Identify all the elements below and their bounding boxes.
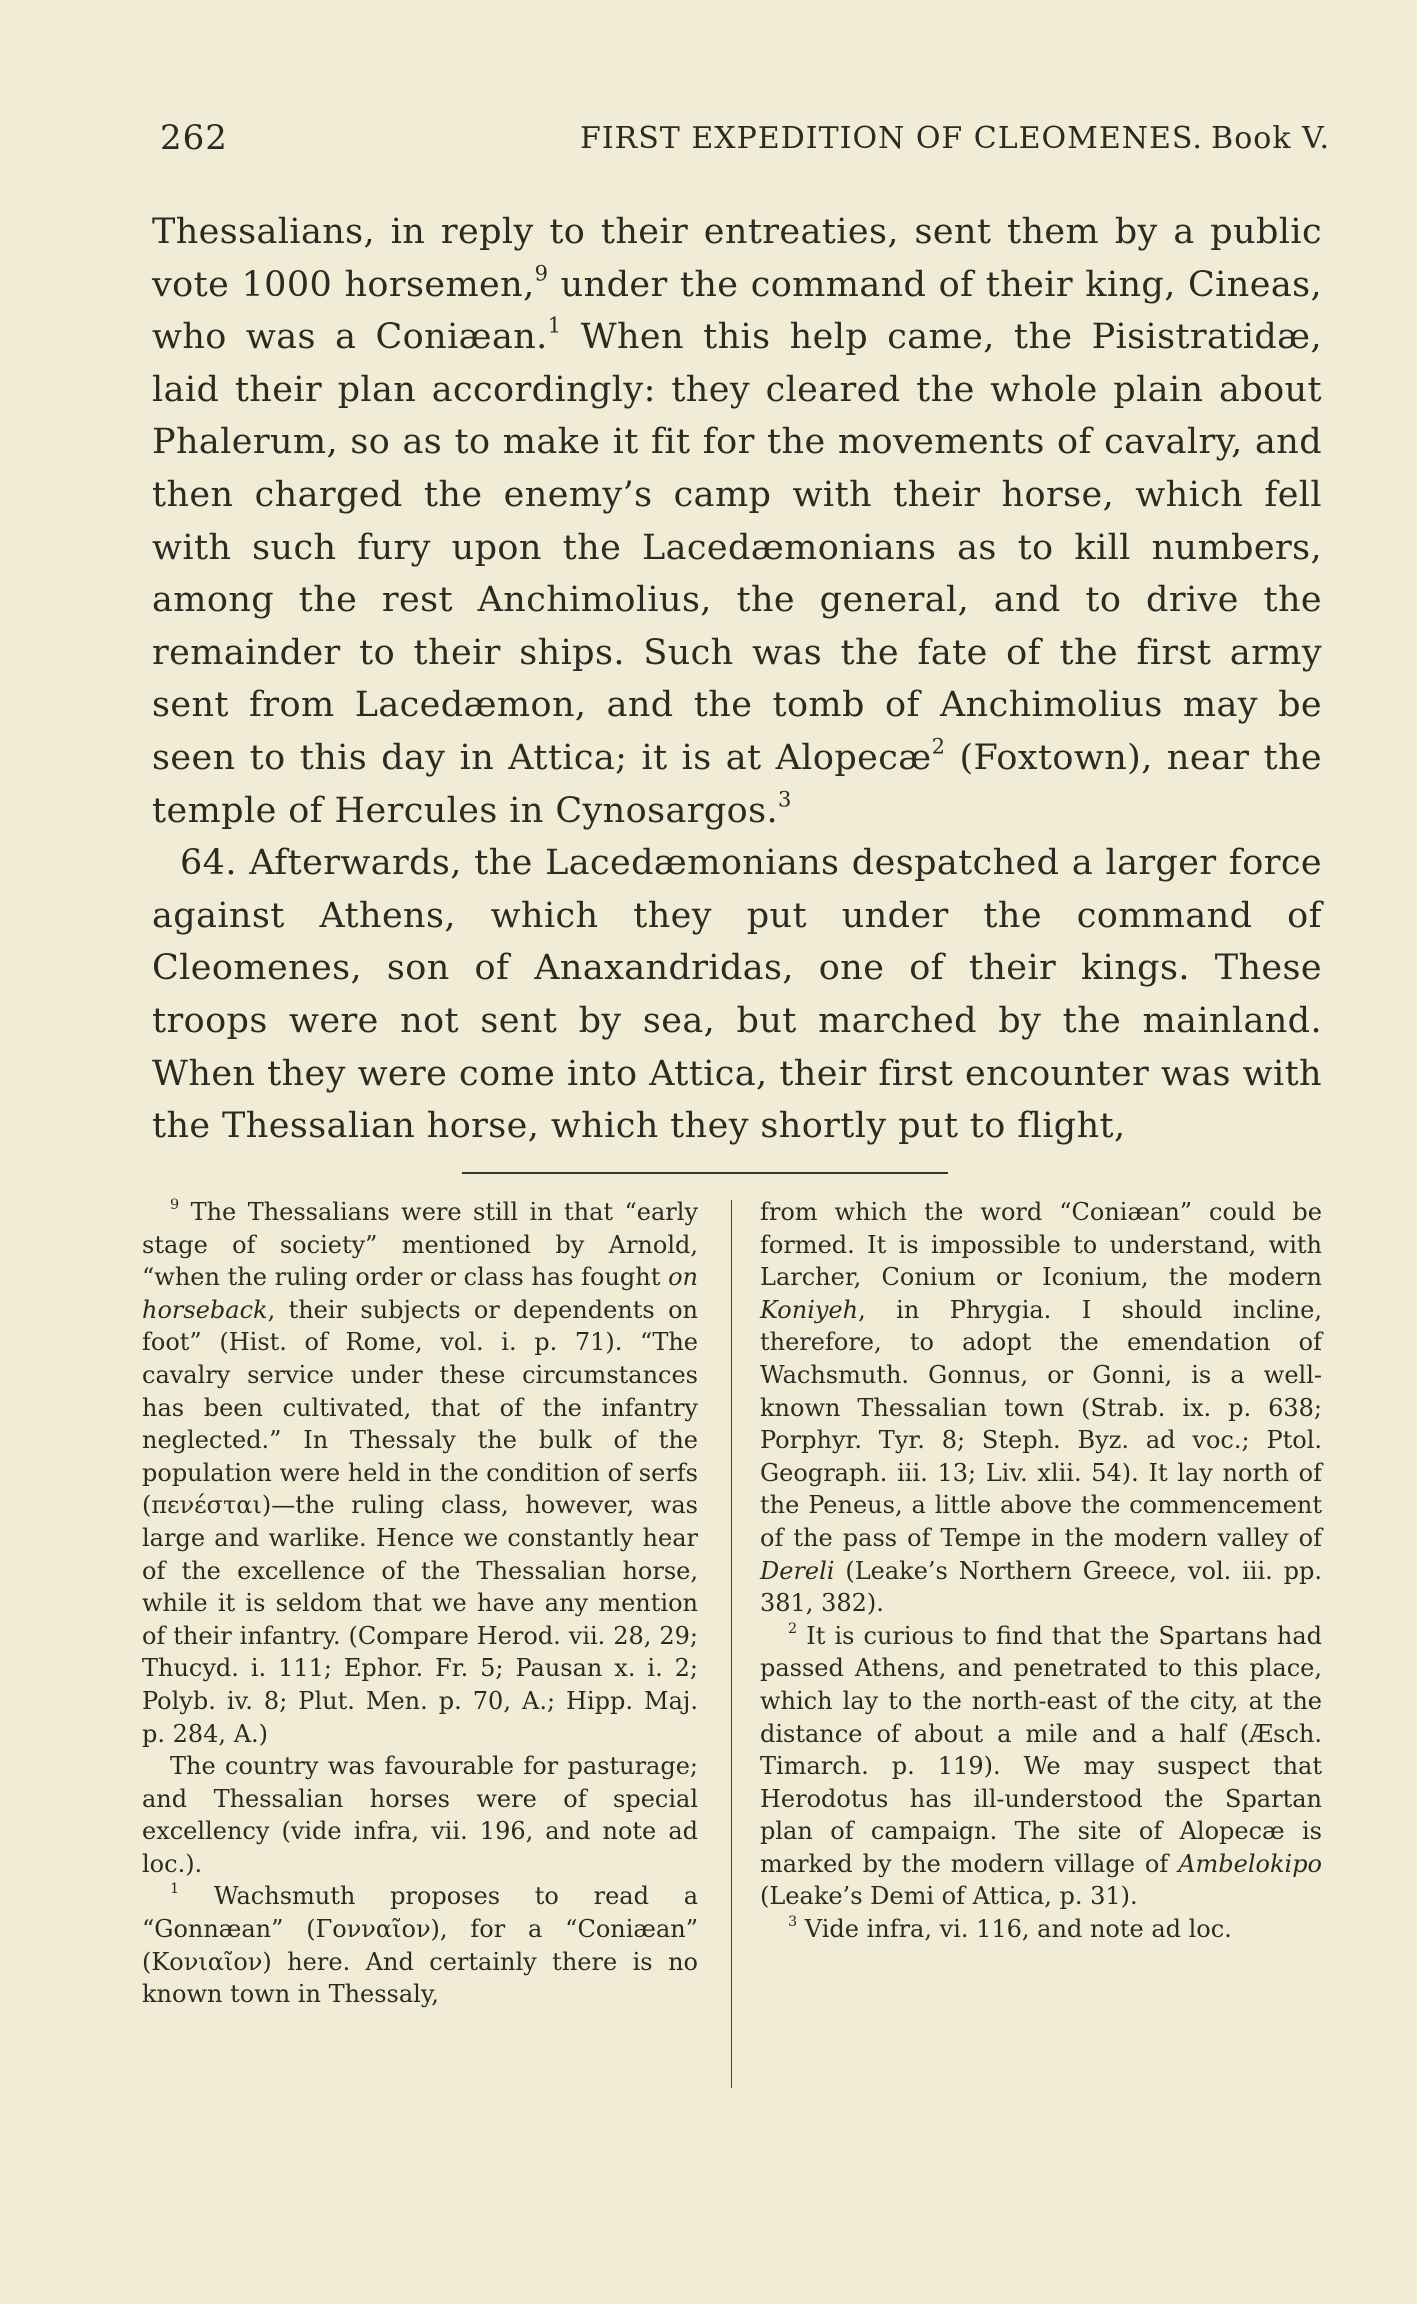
text-run: The Thessalians were still in that “early stage of society” mentioned by Arnold, “when the ruling order or class has fought bbox=[142, 1198, 698, 1292]
text-run: 64. Afterwards, the Lacedæmonians despatched a larger force against Athens, which they put under the command of Cleomenes, son of Anaxandridas, one of their kings. These troops were not sent by sea, but marched by the mainland. When they were come into Attica, their first encounter was with the Thessalian horse, which they shortly put to flight, bbox=[152, 843, 1322, 1147]
main-text bbox=[152, 206, 1322, 1153]
text-run: (Leake’s Northern Greece, vol. iii. pp. 381, 382). bbox=[760, 1556, 1322, 1618]
footnote-ref-3: 3 bbox=[778, 786, 792, 811]
footnote-1 bbox=[142, 1880, 698, 2010]
text-run: When this help came, the Pisistratidæ, laid their plan accordingly: they cleared the whole plain about Phalerum, so as to make it fit for the movements of cavalry, and then charged the enemy’s camp with their horse, which fell with such fury upon the Lacedæmonians as to kill numbers, among the rest Anchimolius, the general, and to drive the remainder to their ships. Such was the fate of the first army sent from Lacedæmon, and the tomb of Anchimolius may be seen to this day in Attica; it is at Alopecæ bbox=[152, 317, 1322, 778]
text-run: It is curious to find that the Spartans had passed Athens, and penetrated to this place, which lay to the north-east of the city, at the distance of about a mile and a half (Æsch. Timarch. p. 119). We may suspect that Herodotus has ill-understood the Spartan plan of campaign. The site of Alopecæ is marked by the modern village of bbox=[760, 1621, 1322, 1878]
text-run: under the command of their king, Cineas, who was a Coniæan. bbox=[152, 264, 1322, 358]
running-header bbox=[160, 118, 1330, 168]
footnotes-right-column bbox=[760, 1196, 1322, 1946]
footnote-mark: 3 bbox=[788, 1914, 798, 1931]
footnote-2 bbox=[760, 1620, 1322, 1913]
italic-text: Dereli bbox=[760, 1556, 835, 1585]
text-run: Vide infra, vi. 116, and note ad loc. bbox=[797, 1915, 1232, 1944]
footnote-ref-2: 2 bbox=[931, 734, 946, 759]
footnote-mark: 1 bbox=[170, 1881, 180, 1898]
text-run: , their subjects or dependents on foot” (Hist. of Rome, vol. i. p. 71). “The cavalry service under these circumstances has been cultivated, that of the infantry neglected.” In Thessaly the bulk of the population were held in the condition of serfs (πενέσται)—the ruling class, however, was large and warlike. Hence we constantly hear of the excellence of the Thessalian horse, while it is seldom that we have any mention of their infantry. (Compare Herod. vii. 28, 29; Thucyd. i. 111; Ephor. Fr. 5; Pausan x. i. 2; Polyb. iv. 8; Plut. Men. p. 70, A.; Hipp. Maj. p. 284, A.) bbox=[142, 1295, 698, 1748]
text-run: from which the word “Coniæan” could be formed. It is impossible to understand, with Larcher, Conium or Iconium, the modern bbox=[760, 1198, 1322, 1292]
text-run: Thessalians, in reply to their entreaties, sent them by a public vote 1000 horsemen, bbox=[152, 212, 1322, 305]
footnote-mark: 2 bbox=[788, 1620, 798, 1637]
footnote-ref-1: 1 bbox=[547, 313, 562, 338]
footnote-9 bbox=[142, 1196, 698, 1750]
footnote-ref-9: 9 bbox=[534, 260, 549, 285]
footnote-mark: 9 bbox=[170, 1197, 180, 1214]
text-run: Wachsmuth proposes to read a “Gonnæan” (Γονναῖον), for a “Coniæan” (Κονιαῖον) here. And certainly there is no known town in Thessaly, bbox=[142, 1882, 698, 2009]
running-title: FIRST EXPEDITION OF CLEOMENES. bbox=[580, 121, 1203, 156]
book-label: Book V. bbox=[1211, 121, 1330, 156]
text-run: The country was favourable for pasturage; and Thessalian horses were of special excellency (vide infra, vii. 196, and note ad loc.). bbox=[142, 1752, 698, 1878]
paragraph-64 bbox=[152, 837, 1322, 1153]
footnotes-left-column bbox=[142, 1196, 698, 2011]
italic-text: on horseback bbox=[142, 1263, 698, 1324]
page-number: 262 bbox=[160, 118, 228, 158]
footnote-3 bbox=[760, 1913, 1322, 1946]
text-run: , in Phrygia. I should incline, therefore, to adopt the emendation of Wachsmuth. Gonnus, or Gonni, is a well-known Thessalian town (Strab. ix. p. 638; Porphyr. Tyr. 8; Steph. Byz. ad voc.; Ptol. Geograph. iii. 13; Liv. xlii. 54). It lay north of the Peneus, a little above the commencement of the pass of Tempe in the modern valley of bbox=[760, 1295, 1322, 1552]
footnote-9-continued bbox=[142, 1750, 698, 1880]
footnote-1-continued bbox=[760, 1196, 1322, 1620]
italic-text: Koniyeh bbox=[760, 1295, 859, 1324]
paragraph-1 bbox=[152, 206, 1322, 837]
footnote-separator bbox=[462, 1172, 948, 1174]
text-run: (Foxtown), near the temple of Hercules in Cynosargos. bbox=[152, 737, 1322, 831]
italic-text: Ambelokipo bbox=[1178, 1849, 1322, 1878]
column-divider bbox=[731, 1200, 732, 2088]
text-run: (Leake’s Demi of Attica, p. 31). bbox=[760, 1882, 1138, 1911]
